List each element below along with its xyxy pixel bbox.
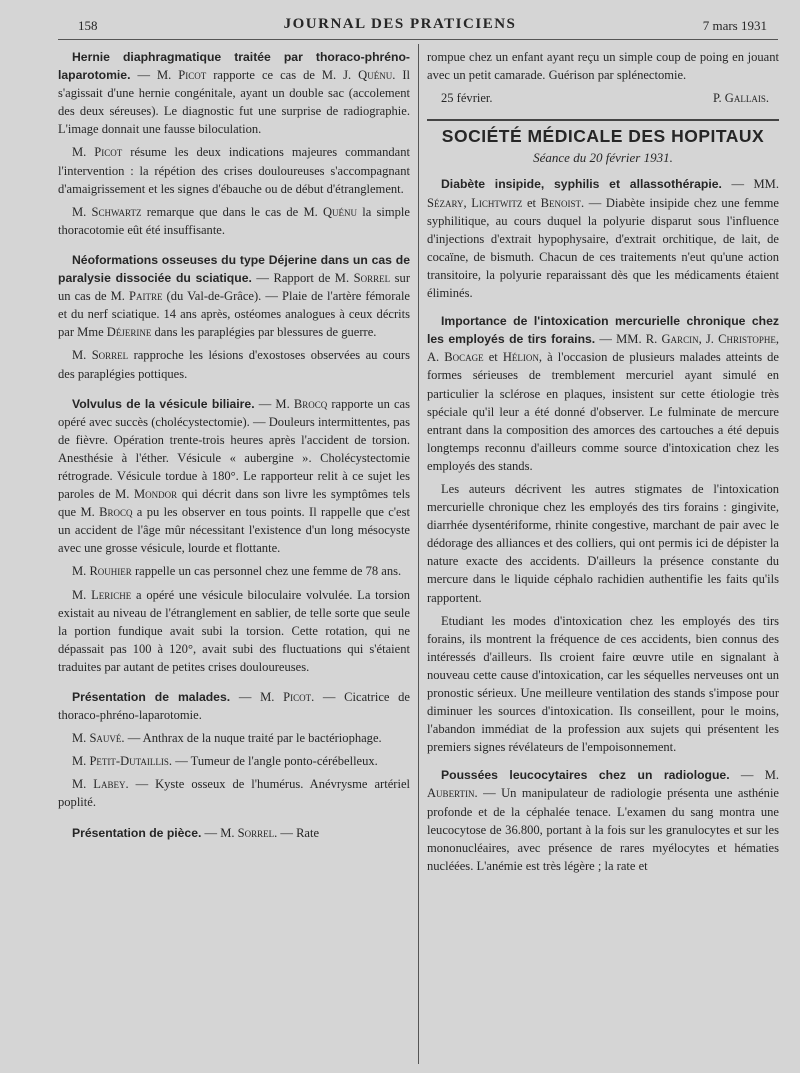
- text: — M.: [201, 825, 238, 840]
- author-name: Bocage: [444, 350, 484, 365]
- author-name: Christophe: [718, 332, 776, 347]
- article-title: Importance de l'intoxication mercurielle chronique chez les employés de tirs forains.: [427, 314, 779, 347]
- right-column: [427, 48, 779, 880]
- author-name: Quénu: [358, 68, 393, 83]
- text: rapproche les lésions d'exostoses observées au cours des paraplégies pottiques.: [58, 348, 410, 381]
- text: , à l'occasion de plusieurs malades atteints de formes sérieuses de tremblement mercuriel ayant simulé en particulier la sclérose en plaques, insistent sur cette étiologie très spéciale qu'il leur a été donné d'observer. Le fulminate de mercure entrant dans la composition des amorces des cartouches a été depuis longtemps reconnu d'ailleurs comme source d'intoxication chez les employés des stands.: [427, 350, 779, 473]
- author-name: Déjerine: [106, 325, 152, 340]
- text: . — Cicatrice de thoraco-phréno-laparotomie.: [58, 690, 411, 723]
- paragraph: [58, 752, 410, 770]
- author-name: Brocq: [99, 505, 133, 520]
- text: résume les deux indications majeures commandant l'intervention : la répétion des crises douloureuses s'accompagnant d'amaigrissement et les signes d'ébauche ou de début d'étranglement.: [58, 145, 410, 196]
- text: — M.: [729, 768, 779, 783]
- text: M.: [72, 587, 92, 602]
- text: rapporte un cas opéré avec succès (cholécystectomie). — Douleurs intermittentes, pas de fièvre. Opération trente-trois heures après l'accident de torsion. Anesthésie à l'éther. Vésicule « aubergine ». Cholécystectomie rétrograde. Vésicule tordue à 180°. Le rapporteur relit à ce sujet les paroles de M.: [58, 396, 410, 502]
- text: — Rapport de M.: [251, 271, 354, 286]
- text: . — Rate: [274, 825, 320, 840]
- text: — M.: [254, 396, 294, 411]
- author-name: Brocq: [293, 396, 328, 411]
- text: et: [522, 195, 541, 210]
- text: M.: [72, 204, 92, 219]
- text: M.: [72, 777, 94, 792]
- author-name: Labey: [93, 777, 126, 792]
- article-volvulus: [58, 395, 410, 558]
- page-number: 158: [78, 18, 98, 33]
- author-name: Petit-Dutaillis: [89, 754, 169, 769]
- author-name: Picot: [178, 68, 207, 83]
- signoff-date: 25 février.: [441, 91, 493, 106]
- text: . — Anthrax de la nuque traité par le bactériophage.: [121, 731, 382, 746]
- article-title: Présentation de pièce.: [72, 825, 202, 840]
- author-name: Leriche: [91, 587, 132, 602]
- text: qui décrit dans son livre les symptômes tels que M.: [58, 487, 410, 520]
- text: dans les paraplégies par blessures de guerre.: [151, 325, 377, 340]
- section-separator: [427, 119, 779, 121]
- paragraph: Etudiant les modes d'intoxication chez les employés des tirs forains, ils montrent la fréquence de ces accidents, bien connus des intéressés d'ailleurs. Ils croient faire œuvre utile en signalant à nouveau cette cause d'intoxication, car les séquelles nerveuses ont un pronostic sérieux. Une meilleure ventilation des stands s'impose pour diminuer les sources d'intoxication. Ils conseillent, pour le moins, l'abandon immédiat de la profession aux sujets qui présentent les premiers signes révélateurs de l'empoisonnement.: [427, 613, 779, 755]
- paragraph: [58, 729, 410, 747]
- author-name: Picot: [94, 145, 123, 160]
- paragraph: [58, 775, 410, 811]
- text: — MM.: [721, 177, 779, 192]
- article-title: Poussées leucocytaires chez un radiologue.: [441, 768, 730, 783]
- signoff: [427, 89, 779, 107]
- text: rapporte ce cas de M. J.: [206, 68, 359, 83]
- text: M.: [72, 145, 95, 160]
- issue-date: 7 mars 1931: [702, 18, 767, 33]
- text: et: [483, 350, 503, 365]
- journal-title: JOURNAL DES PRATICIENS: [283, 16, 517, 32]
- text: a pu les observer en tous points. Il rappelle que c'est un accident de l'âge mûr nécessitant l'existence d'un long mésocyste avec une grosse vésicule, lourde et flottante.: [58, 505, 410, 556]
- article-presentation-piece: [58, 824, 410, 842]
- article-diabete: [427, 175, 779, 302]
- text: M.: [72, 564, 90, 579]
- text: , A.: [427, 332, 779, 365]
- article-neoformations: [58, 251, 410, 341]
- column-divider: [418, 44, 419, 1064]
- left-column: [58, 48, 410, 847]
- author-name: Picot: [283, 690, 312, 704]
- paragraph: [58, 562, 410, 580]
- author-name: Quénu: [322, 204, 358, 219]
- signoff-author: P. Gallais.: [712, 91, 769, 106]
- author-name: Sorrel: [237, 825, 275, 840]
- page-header: [0, 8, 800, 40]
- paragraph: [58, 143, 410, 197]
- author-name: Sorrel: [353, 271, 391, 286]
- text: , J.: [698, 332, 719, 347]
- author-name: Sauvé: [89, 731, 122, 746]
- article-title: Volvulus de la vésicule biliaire.: [72, 396, 255, 411]
- author-name: Mondor: [133, 487, 178, 502]
- article-title: Présentation de malades.: [72, 690, 231, 704]
- text: . — Un manipulateur de radiologie présenta une asthénie profonde et de la céphalée tenace. L'examen du sang montra une leucocytose de 36.800, portant à la fois sur les granulocytes et sur les mononucléaires, avec présence de rares myélocytes et hématies nucléées. L'anémie est très légère ; la rate et: [427, 786, 779, 873]
- text: a opéré une vésicule biloculaire volvulée. La torsion existait au niveau de l'étranglement en sablier, de telle sorte que seule la portion fundique avait subi la torsion. Cette rotation, qui ne dépassait pas 100 à 120°, avait subi des fluctuations qui s'étaient traduites par autant de petites crises douloureuses.: [58, 587, 411, 674]
- continued-text: rompue chez un enfant ayant reçu un simple coup de poing en jouant avec un petit camarade. Guérison par splénectomie.: [427, 50, 779, 83]
- article-intoxication: [427, 312, 779, 475]
- article-poussees-leucocytaires: [427, 766, 779, 875]
- text: . — Diabète insipide chez une femme syphilitique, au cours duquel la polyurie disparut sous l'influence d'injections d'extrait hypophysaire, d'extrait orchitique, de lait, de cocaïne, de bismuth. Chacun de ces traitements n'eut qu'une action transitoire, la polyurie reparaissant dès que les médicaments étaient éliminés.: [427, 195, 779, 301]
- author-name: Aubertin: [427, 786, 475, 801]
- text: sur un cas de M.: [58, 271, 410, 304]
- author-name: Hélion: [502, 350, 539, 365]
- text: — MM. R.: [595, 332, 662, 347]
- author-name: Rouhier: [89, 564, 132, 579]
- article-title: Néoformations osseuses du type Déjerine dans un cas de paralysie dissociée du sciatique.: [58, 252, 410, 286]
- text: — M.: [230, 690, 284, 704]
- author-name: Sorrel: [91, 348, 129, 363]
- text: la simple thoracotomie eût été insuffisante.: [58, 204, 410, 237]
- header-rule: [58, 39, 778, 40]
- society-title: SOCIÉTÉ MÉDICALE DES HOPITAUX: [441, 126, 765, 147]
- text: M.: [72, 754, 90, 769]
- text: M.: [72, 731, 90, 746]
- author-name: Garcin: [661, 332, 699, 347]
- paragraph: [58, 346, 410, 382]
- article-hernie: [58, 48, 410, 138]
- text: (du Val-de-Grâce). — Plaie de l'artère fémorale et du nerf sciatique. 14 ans après, ostéomes analogues à ceux décrits par Mme: [58, 289, 410, 340]
- author-name: Paitre: [128, 289, 163, 304]
- article-title: Diabète insipide, syphilis et allassothérapie.: [441, 177, 722, 192]
- text: M.: [72, 348, 92, 363]
- text: . — Kyste osseux de l'humérus. Anévrysme artériel poplité.: [58, 777, 411, 810]
- author-name: Sézary, Lichtwitz: [427, 195, 523, 210]
- article-presentation-malades: [58, 688, 410, 724]
- article-title: Hernie diaphragmatique traitée par thoraco-phréno-laparotomie.: [58, 50, 410, 83]
- seance-date: Séance du 20 février 1931.: [533, 150, 673, 166]
- text: — M.: [130, 68, 179, 83]
- text: . Il s'agissait d'une hernie congénitale, ayant un double sac (accolement des deux séreuses). Le diagnostic fut une surprise de radiographie. L'image donnait une fausse biloculation.: [58, 68, 410, 137]
- author-name: Benoist: [540, 195, 582, 210]
- paragraph: [58, 203, 410, 239]
- paragraph: Les auteurs décrivent les autres stigmates de l'intoxication mercurielle chronique chez les employés des tirs forains : gingivite, diarrhée dysentériforme, rhinite congestive, marchant de pair avec le dédorage des alliances et des colliers, qui ont permis ici de dépister la nature exacte des accidents. D'ailleurs la présence constante du mercure dans le liquide céphalo rachidien authentifie les faits qu'ils rapportent.: [427, 481, 779, 605]
- author-name: Schwartz: [91, 204, 142, 219]
- paragraph: [58, 586, 410, 676]
- text: rappelle un cas personnel chez une femme de 78 ans.: [131, 564, 402, 579]
- text: remarque que dans le cas de M.: [141, 204, 323, 219]
- text: . — Tumeur de l'angle ponto-cérébelleux.: [168, 754, 378, 769]
